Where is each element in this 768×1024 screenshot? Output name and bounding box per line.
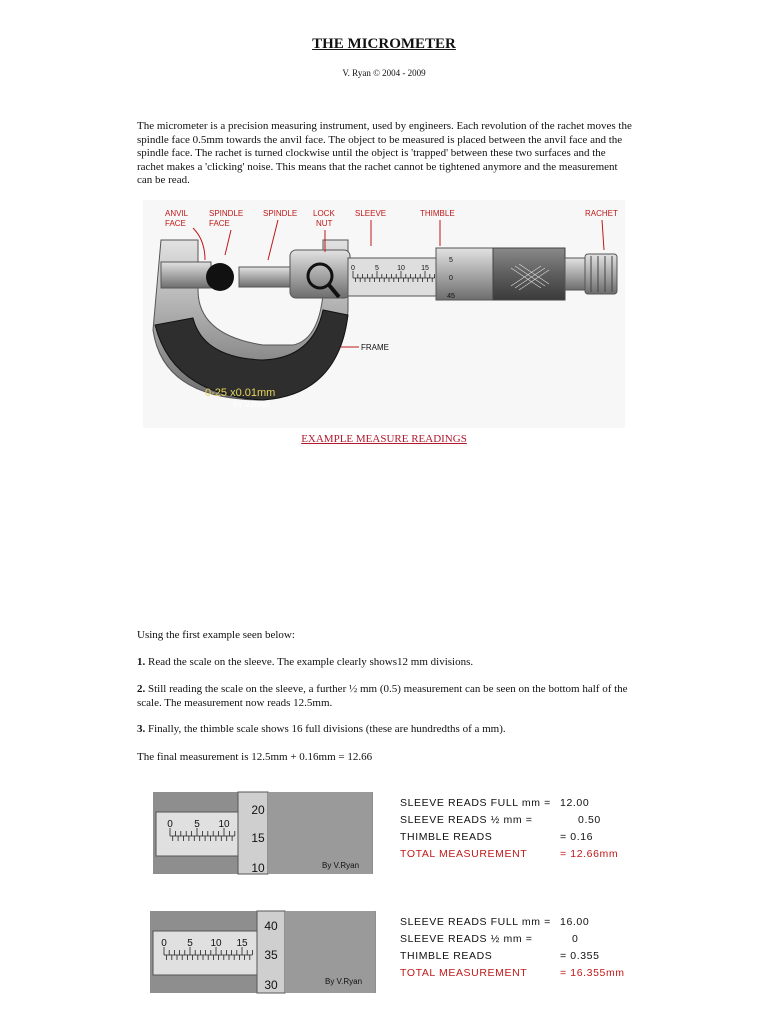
label-frame: FRAME [361,343,389,352]
step-2 [137,683,637,710]
example-1-diagram [150,788,380,878]
reading-row-total [400,848,660,865]
final-measurement: The final measurement is 12.5mm + 0.16mm = 12.66 [137,751,373,763]
reading-row [400,916,660,933]
sleeve-number: 10 [397,265,405,272]
step-1 [137,656,637,670]
reading-label: SLEEVE READS FULL mm = [400,916,551,928]
reading-row [400,933,660,950]
reading-label: TOTAL MEASUREMENT [400,967,528,979]
example-2-diagram [150,907,380,997]
label-thimble: THIMBLE [420,209,455,218]
thimble-number: 45 [447,293,455,300]
reading-row-total [400,967,660,984]
sleeve-number: 10 [218,819,230,830]
step-3-text: Finally, the thimble scale shows 16 full divisions (these are hundredths of a mm). [148,723,506,735]
thimble-number: 35 [264,948,278,962]
reading-value: = 0.355 [560,950,600,962]
reading-row [400,831,660,848]
byline: V. Ryan © 2004 - 2009 [342,68,426,78]
intro-paragraph: The micrometer is a precision measuring instrument, used by engineers. Each revolution of the rachet moves the spindle face 0.5mm towards the anvil face. The object to be measured is placed between the anvil face and the spindle face. The rachet is turned clockwise until the object is 'trapped' between these two surfaces and the rachet makes a 'clicking' noise. This means that the rachet cannot be tightened anymore and the measurement can be read. [137,120,632,186]
reading-value: 0.50 [578,814,601,826]
step-3-number: 3. [137,723,146,735]
example-readings-link[interactable]: EXAMPLE MEASURE READINGS [301,433,467,445]
label-lock-nut-2: NUT [316,219,333,228]
sleeve-number: 10 [210,938,222,949]
sleeve-number: 0 [161,938,167,949]
reading-value: = 16.355mm [560,967,625,979]
step-2-number: 2. [137,683,146,695]
sleeve-number: 5 [375,265,379,272]
micrometer-diagram [143,200,625,428]
measured-ball [206,263,234,291]
example-2-credit: By V.Ryan [325,977,363,986]
reading-row [400,950,660,967]
reading-label: THIMBLE READS [400,831,493,843]
step-2-text: Still reading the scale on the sleeve, a further ½ mm (0.5) measurement can be seen on the bottom half of the scale. The measurement now reads 12.5mm. [137,683,628,709]
thimble-number: 10 [251,861,265,875]
reading-value: 16.00 [560,916,590,928]
label-anvil-face-2: FACE [165,219,186,228]
label-anvil-face: ANVIL [165,209,189,218]
label-rachet: RACHET [585,209,618,218]
reading-row [400,797,660,814]
reading-label: SLEEVE READS ½ mm = [400,814,533,826]
example-1-readings [400,797,660,865]
thimble-number: 30 [264,978,278,992]
sleeve-number: 0 [167,819,173,830]
sleeve-number: 0 [351,265,355,272]
label-spindle: SPINDLE [263,209,298,218]
example-1-credit: By V.Ryan [322,861,360,870]
step-1-text: Read the scale on the sleeve. The example clearly shows12 mm divisions. [148,656,474,668]
sleeve-number: 5 [187,938,193,949]
sleeve-number: 15 [421,265,429,272]
reading-row [400,814,660,831]
reading-value: 12.00 [560,797,590,809]
label-spindle-face-2: FACE [209,219,230,228]
label-sleeve: SLEEVE [355,209,387,218]
step-3 [137,723,637,737]
reading-label: SLEEVE READS FULL mm = [400,797,551,809]
thimble-number: 0 [449,275,453,282]
instructions-intro: Using the first example seen below: [137,629,295,641]
frame-credit: By V.Ryan [233,400,271,409]
sleeve-number: 5 [194,819,200,830]
reading-value: = 12.66mm [560,848,619,860]
reading-value: 0 [572,933,579,945]
thimble-number: 20 [251,803,265,817]
reading-label: THIMBLE READS [400,950,493,962]
thimble-number: 40 [264,919,278,933]
reading-label: TOTAL MEASUREMENT [400,848,528,860]
thimble-number: 15 [251,831,265,845]
label-lock-nut: LOCK [313,209,335,218]
example-2-readings [400,916,660,984]
label-spindle-face: SPINDLE [209,209,244,218]
thimble-number: 5 [449,257,453,264]
frame-range-text: 0-25 x0.01mm [205,387,276,399]
reading-label: SLEEVE READS ½ mm = [400,933,533,945]
reading-value: = 0.16 [560,831,594,843]
step-1-number: 1. [137,656,146,668]
sleeve-number: 15 [236,938,248,949]
page-title: THE MICROMETER [312,36,456,52]
